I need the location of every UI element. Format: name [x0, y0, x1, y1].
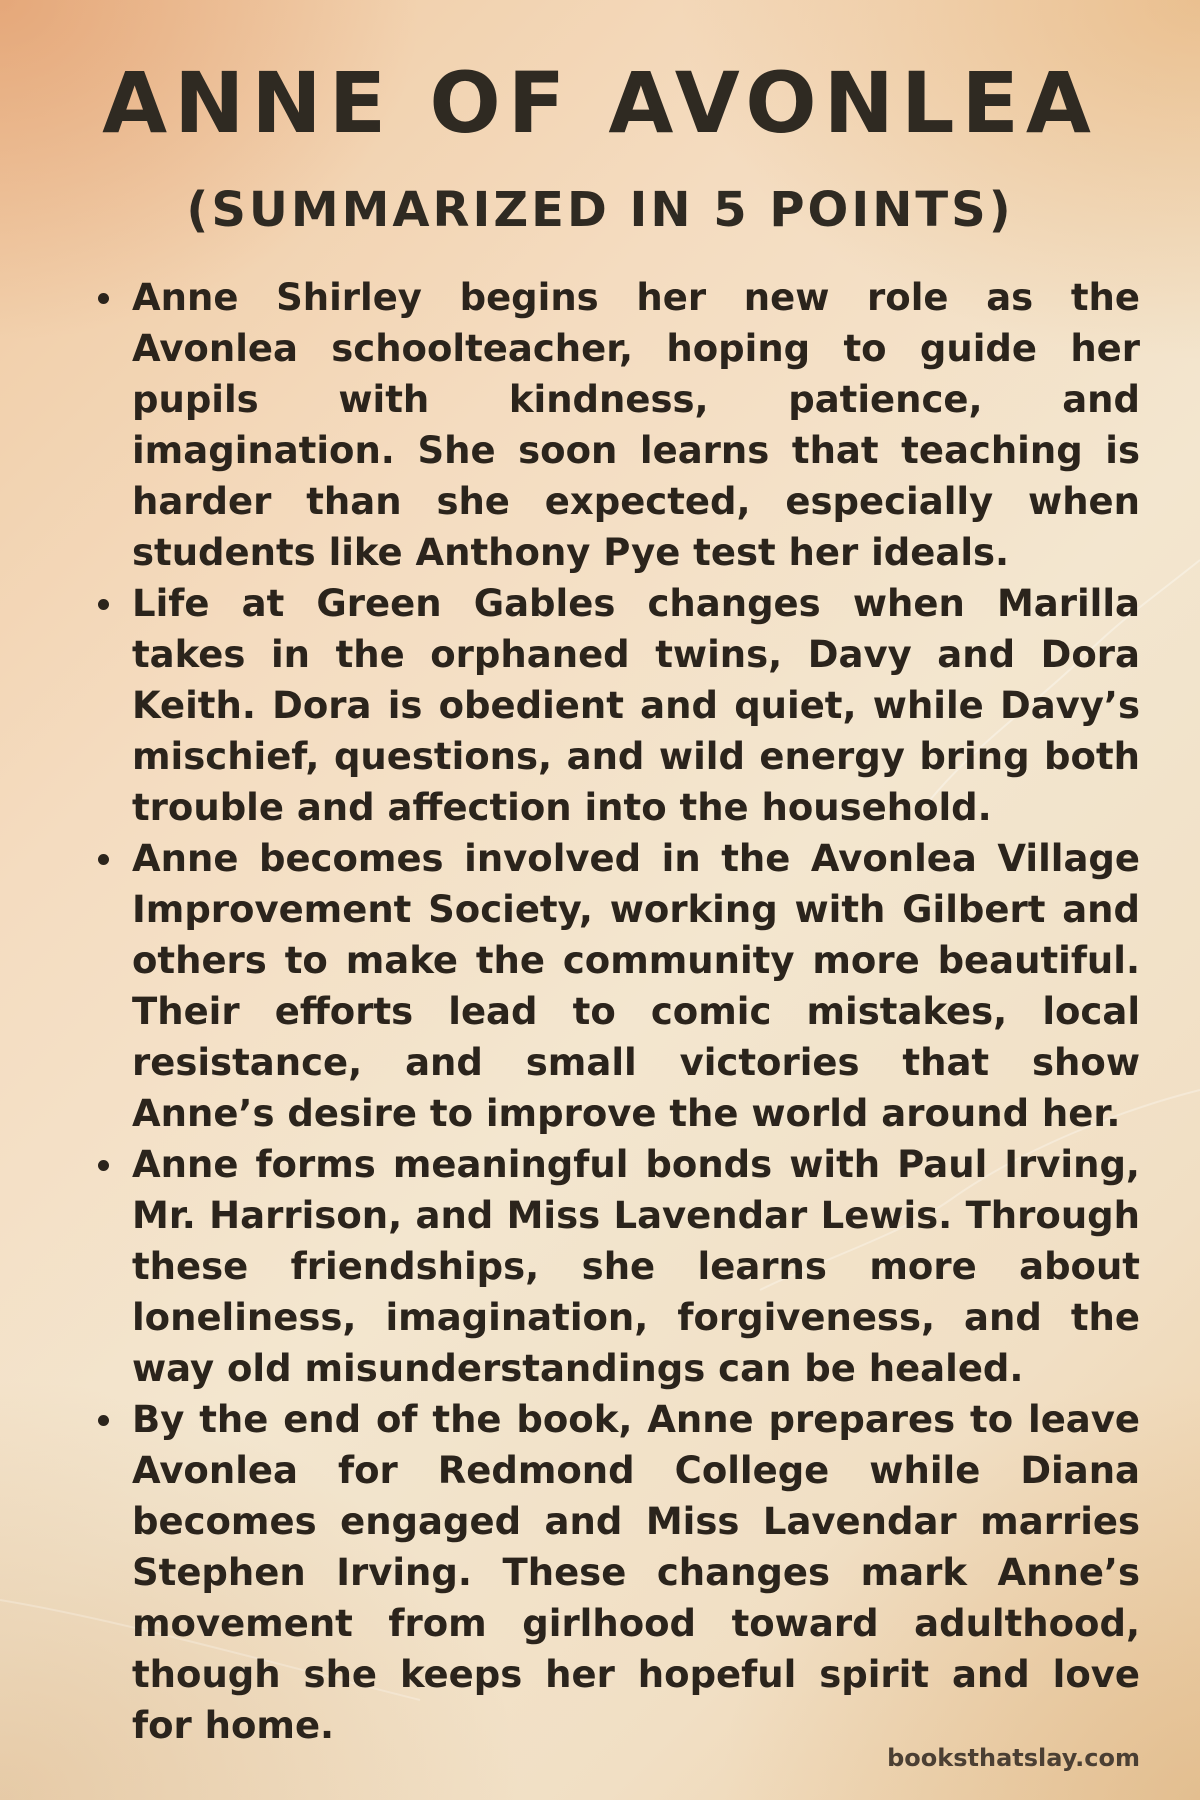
summary-point-text: Anne Shirley begins her new role as the Avonlea schoolteacher, hoping to guide her pupils with kindness, patience, and imagination. She soon learns that teaching is harder than she expected, especially when students like Anthony Pye test her ideals.: [132, 276, 1140, 574]
summary-point: [96, 833, 1140, 1139]
summary-point: [96, 272, 1140, 578]
bullet-icon: [98, 854, 109, 865]
bullet-icon: [98, 1160, 109, 1171]
summary-point-text: Anne forms meaningful bonds with Paul Irving, Mr. Harrison, and Miss Lavendar Lewis. Through these friendships, she learns more about loneliness, imagination, forgiveness, and the way old misunderstandings can be healed.: [132, 1143, 1140, 1390]
summary-point: [96, 1139, 1140, 1394]
bullet-icon: [98, 599, 109, 610]
summary-point-text: By the end of the book, Anne prepares to leave Avonlea for Redmond College while Diana becomes engaged and Miss Lavendar marries Stephen Irving. These changes mark Anne’s movement from girlhood toward adulthood, though she keeps her hopeful spirit and love for home.: [132, 1398, 1140, 1747]
summary-point: [96, 1394, 1140, 1751]
page-title: ANNE OF AVONLEA: [102, 54, 1098, 152]
page-subtitle: (SUMMARIZED IN 5 POINTS): [186, 182, 1014, 238]
summary-point-text: Life at Green Gables changes when Marilla takes in the orphaned twins, Davy and Dora Keith. Dora is obedient and quiet, while Davy’s mischief, questions, and wild energy bring both trouble and affection into the household.: [132, 582, 1140, 829]
bullet-icon: [98, 1415, 109, 1426]
bullet-icon: [98, 293, 109, 304]
website-credit: booksthatslay.com: [887, 1744, 1140, 1772]
summary-point: [96, 578, 1140, 833]
summary-points-list: [96, 272, 1140, 1751]
summary-point-text: Anne becomes involved in the Avonlea Village Improvement Society, working with Gilbert and others to make the community more beautiful. Their efforts lead to comic mistakes, local resistance, and small victories that show Anne’s desire to improve the world around her.: [132, 837, 1140, 1135]
